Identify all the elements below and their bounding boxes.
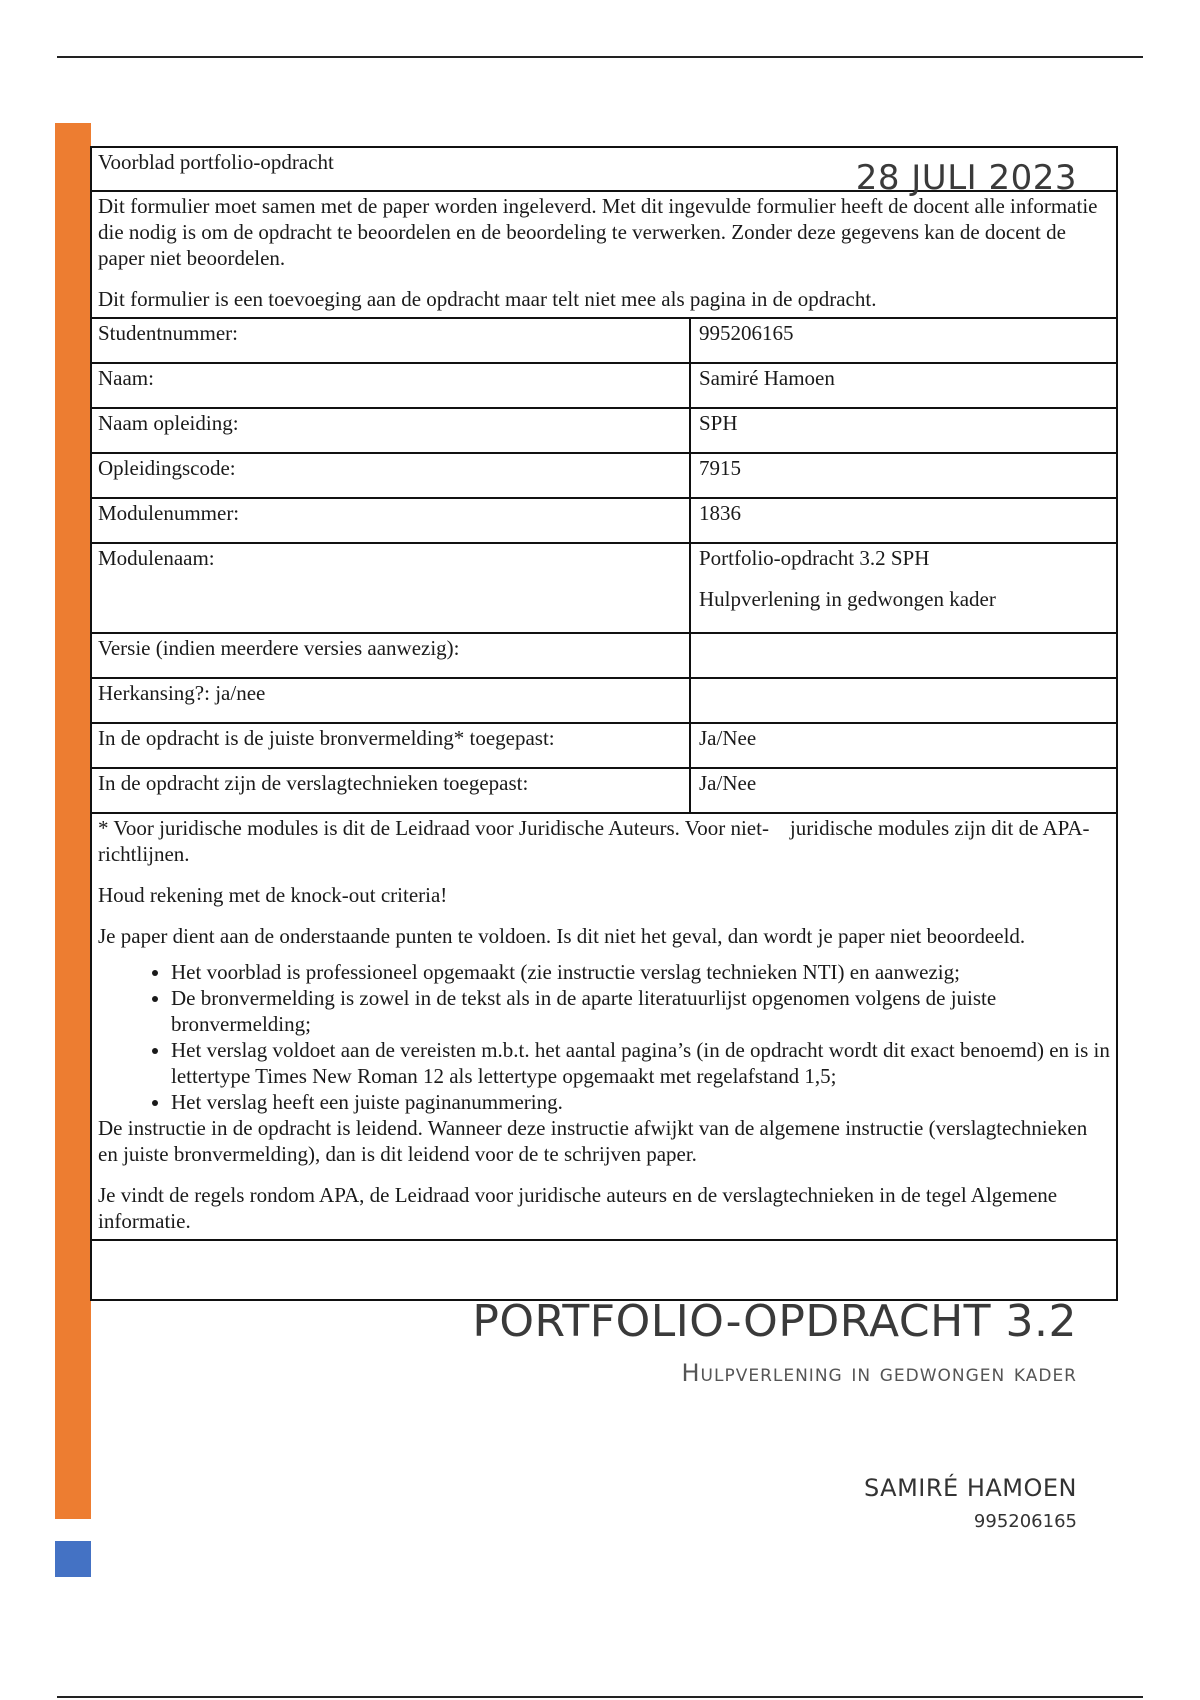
cover-author: SAMIRÉ HAMOEN — [863, 1474, 1077, 1502]
cover-title: PORTFOLIO-OPDRACHT 3.2 — [472, 1296, 1077, 1347]
field-value[interactable]: Samiré Hamoen — [690, 363, 1117, 408]
form-title: Voorblad portfolio-opdracht — [91, 147, 1117, 191]
header-rule — [57, 56, 1143, 58]
intro-paragraph: Dit formulier moet samen met de paper worden ingeleverd. Met dit ingevulde formulier heeft de docent alle informatie die nodig is om de opdracht te beoordelen en de beoordeling te verwerken. Zonder deze gegevens kan de docent de paper niet beoordelen. — [98, 194, 1098, 270]
cover-subtitle: Hulpverlening in gedwongen kader — [681, 1359, 1077, 1387]
list-item: • Het verslag voldoet aan de vereisten m.b.t. het aantal pagina’s (in de opdracht wordt dit exact benoemd) en is in lettertype Times New Roman 12 als lettertype opgemaakt met regelafstand 1,5; — [171, 1037, 1110, 1089]
field-value[interactable] — [690, 543, 1117, 633]
field-label: Naam opleiding: — [91, 408, 690, 453]
intro-paragraph: Dit formulier is een toevoeging aan de opdracht maar telt niet mee als pagina in de opdracht. — [98, 287, 877, 311]
field-row-bronvermelding — [91, 723, 1117, 768]
field-label: Modulenaam: — [91, 543, 690, 633]
footer-rule — [57, 1696, 1143, 1698]
field-value[interactable]: 995206165 — [690, 318, 1117, 363]
cover-form-table — [90, 146, 1118, 1301]
empty-row — [91, 1240, 1117, 1300]
field-row-verslagtechnieken — [91, 768, 1117, 813]
field-label: Studentnummer: — [91, 318, 690, 363]
field-label: Modulenummer: — [91, 498, 690, 543]
field-label: In de opdracht zijn de verslagtechnieken toegepast: — [91, 768, 690, 813]
list-item: • Het verslag heeft een juiste paginanummering. — [171, 1089, 1110, 1115]
field-row-naam-opleiding — [91, 408, 1117, 453]
module-name-line: Portfolio-opdracht 3.2 SPH — [699, 546, 930, 570]
rules-paragraph: Je vindt de regels rondom APA, de Leidraad voor juridische auteurs en de verslagtechnieken in de tegel Algemene informatie. — [98, 1183, 1058, 1233]
field-value[interactable]: Ja/Nee — [690, 723, 1117, 768]
field-value[interactable]: SPH — [690, 408, 1117, 453]
cover-date: 28 JULI 2023 — [855, 158, 1077, 198]
field-value[interactable]: Ja/Nee — [690, 768, 1117, 813]
field-row-naam — [91, 363, 1117, 408]
field-value[interactable]: 7915 — [690, 453, 1117, 498]
field-row-opleidingscode — [91, 453, 1117, 498]
knockout-heading: Houd rekening met de knock-out criteria! — [98, 883, 448, 907]
field-label: Opleidingscode: — [91, 453, 690, 498]
field-value[interactable] — [690, 678, 1117, 723]
cover-student-number: 995206165 — [973, 1511, 1077, 1532]
field-value[interactable] — [690, 633, 1117, 678]
field-label: Naam: — [91, 363, 690, 408]
field-label: Herkansing?: ja/nee — [91, 678, 690, 723]
field-row-studentnummer — [91, 318, 1117, 363]
footnote: * Voor juridische modules is dit de Leidraad voor Juridische Auteurs. Voor niet- juridische modules zijn dit de APA-richtlijnen. — [98, 816, 1090, 866]
field-value[interactable]: 1836 — [690, 498, 1117, 543]
field-row-herkansing — [91, 678, 1117, 723]
field-label: In de opdracht is de juiste bronvermelding* toegepast: — [91, 723, 690, 768]
list-item: • Het voorblad is professioneel opgemaakt (zie instructie verslag technieken NTI) en aanwezig; — [171, 959, 1110, 985]
instruction-paragraph: De instructie in de opdracht is leidend. Wanneer deze instructie afwijkt van de algemene instructie (verslagtechnieken en juiste bronvermelding), dan is dit leidend voor de te schrijven paper. — [98, 1116, 1088, 1166]
knockout-list — [98, 959, 1110, 1115]
field-row-modulenaam — [91, 543, 1117, 633]
module-name-line: Hulpverlening in gedwongen kader — [699, 587, 996, 611]
accent-square — [55, 1541, 91, 1577]
list-item: • De bronvermelding is zowel in de tekst als in de aparte literatuurlijst opgenomen volgens de juiste bronvermelding; — [171, 985, 1110, 1037]
form-intro — [91, 191, 1117, 318]
field-label: Versie (indien meerdere versies aanwezig): — [91, 633, 690, 678]
field-row-modulenummer — [91, 498, 1117, 543]
instructions-block — [91, 813, 1117, 1240]
accent-bar — [55, 123, 91, 1519]
knockout-intro: Je paper dient aan de onderstaande punten te voldoen. Is dit niet het geval, dan wordt je paper niet beoordeeld. — [98, 924, 1026, 948]
field-row-versie — [91, 633, 1117, 678]
